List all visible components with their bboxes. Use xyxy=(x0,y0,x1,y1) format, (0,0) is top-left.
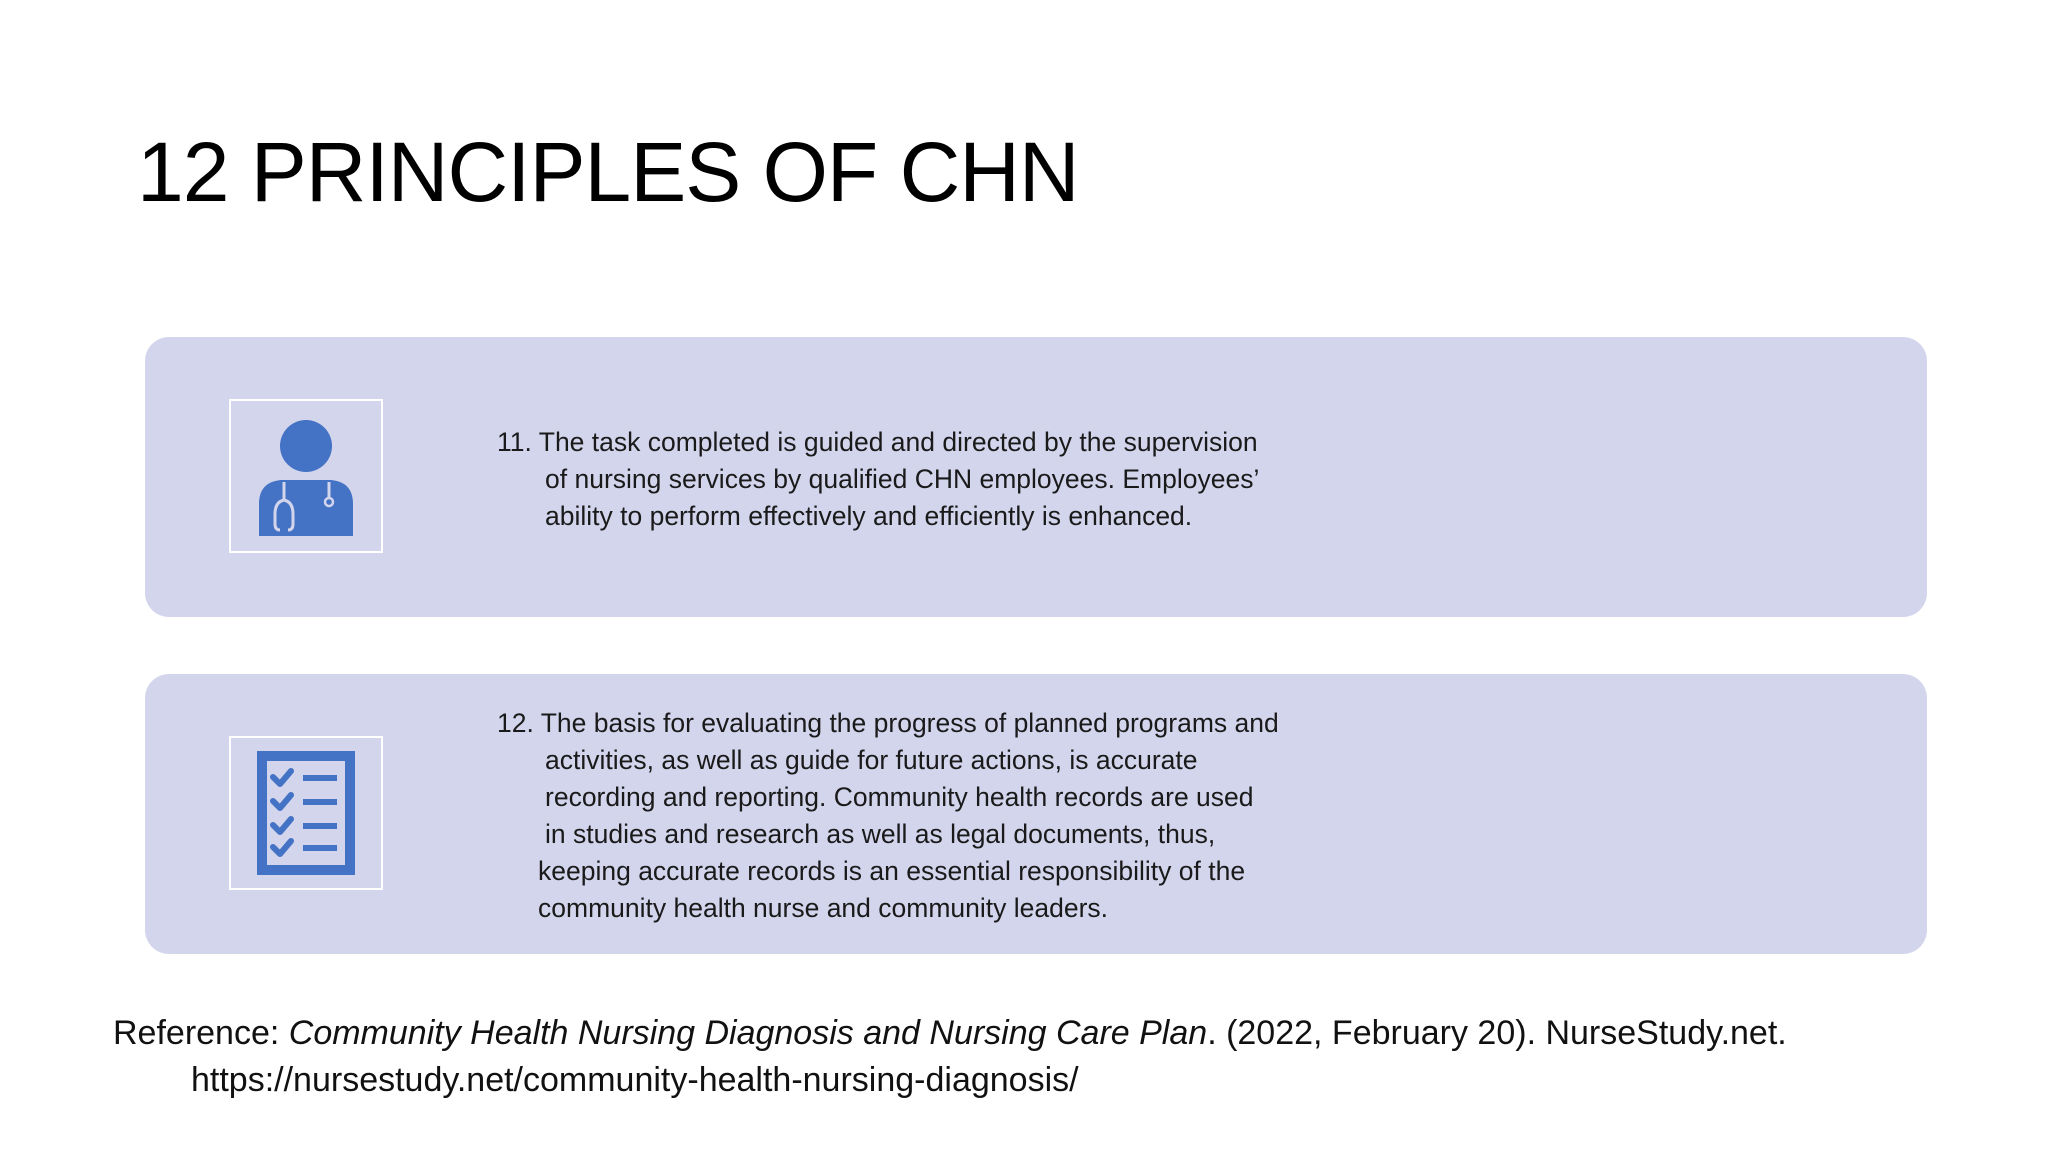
reference-line-1 xyxy=(113,1010,1787,1057)
principle-card-12 xyxy=(145,674,1927,954)
reference-url[interactable]: https://nursestudy.net/community-health-nursing-diagnosis/ xyxy=(191,1061,1079,1099)
reference-label: Reference: xyxy=(113,1014,289,1052)
reference-details: . (2022, February 20). NurseStudy.net. xyxy=(1207,1014,1787,1052)
text-line: community health nurse and community leaders. xyxy=(538,893,1109,923)
text-line: 12. The basis for evaluating the progress of planned programs and xyxy=(497,708,1279,738)
text-line: ability to perform effectively and efficiently is enhanced. xyxy=(545,501,1193,531)
text-line: of nursing services by qualified CHN employees. Employees’ xyxy=(545,464,1260,494)
reference-title: Community Health Nursing Diagnosis and Nursing Care Plan xyxy=(288,1014,1208,1052)
text-line: 11. The task completed is guided and directed by the supervision xyxy=(497,427,1258,457)
principle-12-text xyxy=(497,705,1397,927)
principle-11-text xyxy=(497,424,1397,535)
checklist-icon xyxy=(253,747,359,879)
text-line: recording and reporting. Community health records are used xyxy=(545,782,1254,812)
text-line: in studies and research as well as legal documents, thus, xyxy=(545,819,1216,849)
principle-card-11 xyxy=(145,337,1927,617)
reference-citation xyxy=(113,1010,1787,1104)
text-line: keeping accurate records is an essential responsibility of the xyxy=(538,856,1246,886)
icon-frame xyxy=(229,399,383,553)
text-line: activities, as well as guide for future actions, is accurate xyxy=(545,745,1198,775)
doctor-stethoscope-icon xyxy=(251,416,361,536)
slide-title: 12 PRINCIPLES OF CHN xyxy=(137,125,1079,219)
icon-frame xyxy=(229,736,383,890)
